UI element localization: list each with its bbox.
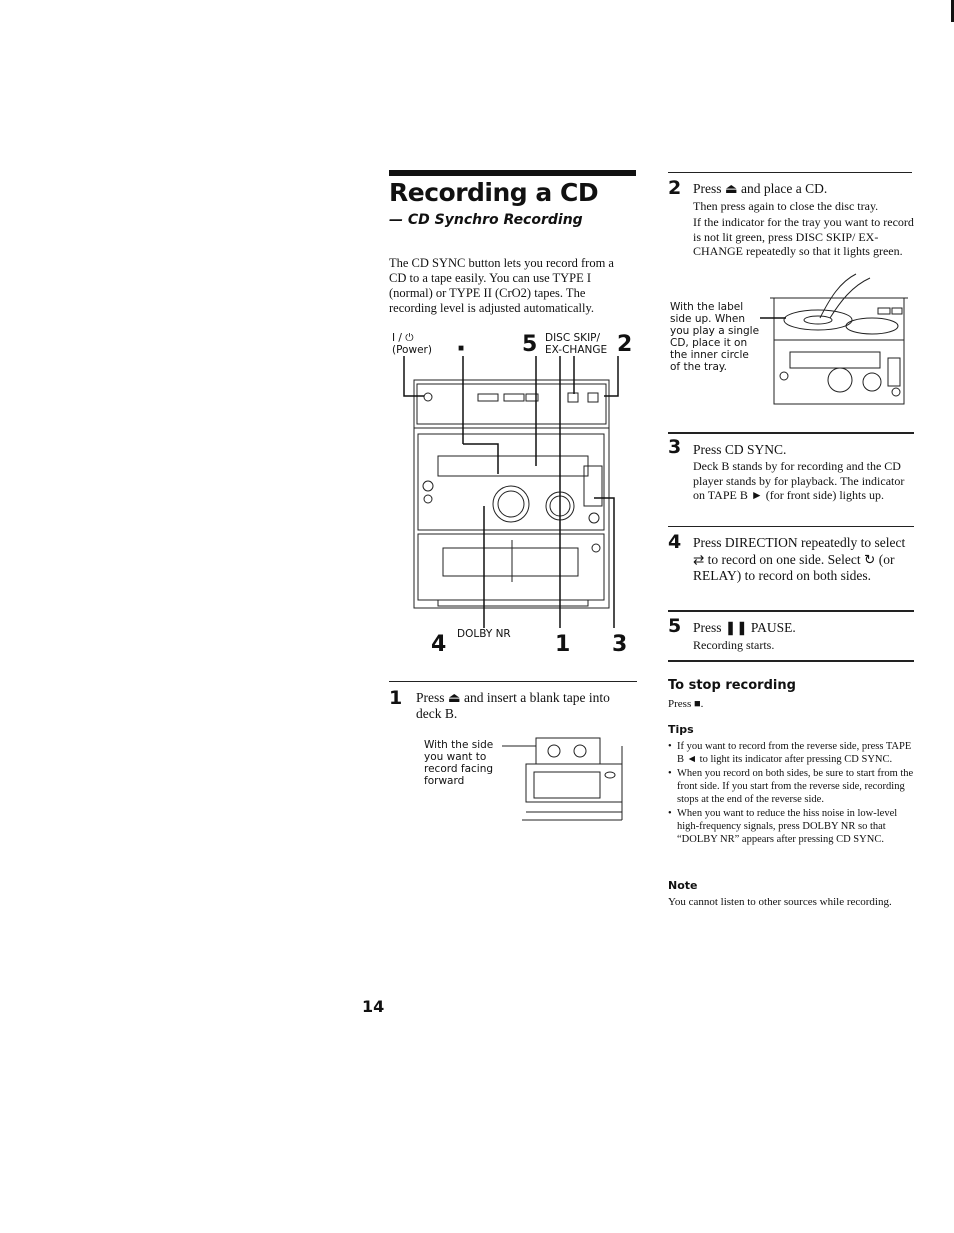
step2-sub2: If the indicator for the tray you want to record is not lit green, press DISC SKIP/ EX-CHANGE repeatedly so that it lights green. <box>693 215 914 258</box>
step2-callout: With the label side up. When you play a single CD, place it on the inner circle of the tray. <box>670 301 760 373</box>
step1-text: Press ⏏ and insert a blank tape into deck B. <box>416 690 610 721</box>
intro-paragraph: The CD SYNC button lets you record from a CD to a tape easily. You can use TYPE I (normal) or TYPE II (CrO2) tapes. The recording level is adjusted automatically. <box>389 256 614 315</box>
cd-tray-diagram <box>760 268 910 408</box>
note-heading: Note <box>668 879 698 892</box>
step5-number: 5 <box>668 615 682 637</box>
tips-heading: Tips <box>668 723 694 736</box>
tape-deck-diagram <box>500 732 630 828</box>
power-label: I / ⏻ (Power) <box>392 332 432 356</box>
step2-rule <box>668 172 912 173</box>
dolby-step-number: 4 <box>431 632 447 657</box>
step1-rule <box>389 681 637 682</box>
stereo-system-diagram <box>398 356 630 656</box>
tip-item: • If you want to record from the reverse side, press TAPE B ◄ to light its indicator after pressing CD SYNC. <box>668 740 916 766</box>
step3-diagram-number: 3 <box>612 632 628 657</box>
step5-bottom-rule <box>668 660 914 662</box>
step4-text: Press DIRECTION repeatedly to select ⇄ to record on one side. Select ↻ (or RELAY) to record on both sides. <box>693 535 906 583</box>
stop-symbol: ■ <box>458 343 465 354</box>
step4-number: 4 <box>668 531 682 553</box>
step3-rule <box>668 432 914 434</box>
step5-rule <box>668 610 914 612</box>
step1-number: 1 <box>389 687 403 709</box>
note-text: You cannot listen to other sources while recording. <box>668 896 892 908</box>
step4-rule <box>668 526 914 527</box>
step2-sub1: Then press again to close the disc tray. <box>693 199 879 213</box>
step2-text: Press ⏏ and place a CD. <box>693 181 828 196</box>
step1-callout: With the side you want to record facing forward <box>424 739 494 787</box>
cd-sync-step-number: 1 <box>555 632 571 657</box>
disc-skip-step-number: 2 <box>617 332 633 357</box>
tip-item: • When you want to reduce the hiss noise in low-level high-frequency signals, press DOLBY NR so that “DOLBY NR” appears after pressing CD SYNC. <box>668 807 916 846</box>
step2-number: 2 <box>668 177 682 199</box>
step5-text: Press ❚❚ PAUSE. <box>693 620 796 635</box>
stop-heading: To stop recording <box>668 678 796 693</box>
tips-list <box>668 740 916 847</box>
page-title: Recording a CD <box>389 178 599 207</box>
title-bar <box>389 170 636 176</box>
tip-item: • When you record on both sides, be sure to start from the front side. If you start from the reverse side, recording stops at the end of the reverse side. <box>668 767 916 806</box>
page-subtitle: — CD Synchro Recording <box>389 212 583 228</box>
step3-text: Press CD SYNC. <box>693 442 787 457</box>
step3-sub: Deck B stands by for recording and the CD player stands by for playback. The indicator on TAPE B ► (for front side) lights up. <box>693 459 905 502</box>
step5-sub: Recording starts. <box>693 638 775 652</box>
dolby-nr-label: DOLBY NR <box>457 628 511 640</box>
step3-number: 3 <box>668 436 682 458</box>
disc-skip-number: 5 <box>522 332 538 357</box>
disc-skip-label: DISC SKIP/ EX-CHANGE <box>545 332 608 356</box>
stop-text: Press ■. <box>668 698 704 710</box>
page-number: 14 <box>362 997 385 1016</box>
